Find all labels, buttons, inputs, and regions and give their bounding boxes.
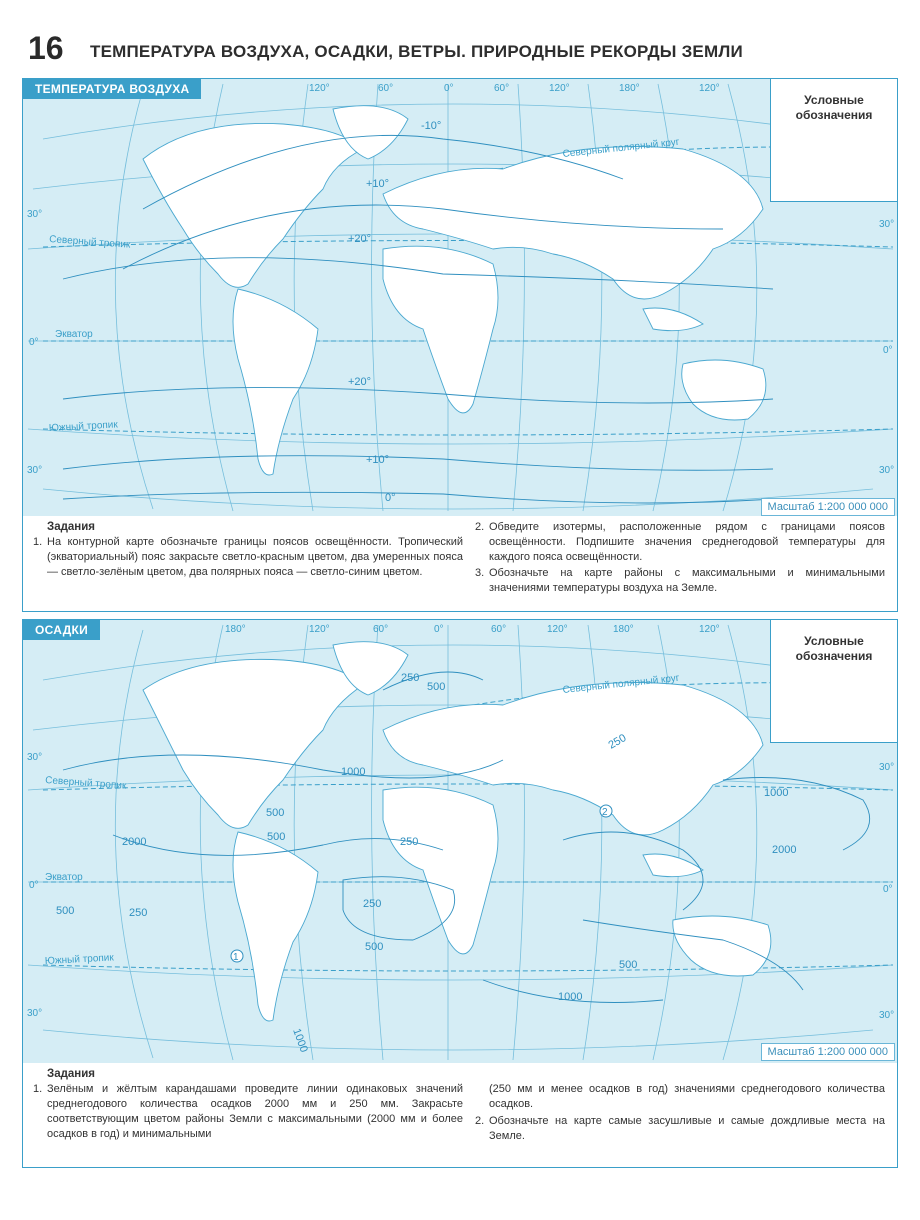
precipitation-section [22,619,898,1168]
isohyet-label: 1000 [764,787,789,799]
isotherm-label: +20° [348,233,372,245]
lon-label: 0° [444,83,454,94]
isohyet-label: 500 [267,831,286,843]
precipitation-map [23,620,897,1063]
continents [143,106,766,475]
task-item [475,1114,885,1146]
continents [143,642,771,1021]
isohyet-label: 1000 [558,991,583,1003]
lon-label: 60° [378,83,394,94]
lon-label: 60° [373,624,389,635]
task-text: (250 мм и менее осадков в год) значениями среднегодового количества осадков. [489,1083,885,1110]
lat-label-right: 30° [879,762,895,773]
page-number: 16 [28,30,64,66]
lat-label-right: 30° [879,465,895,476]
tropic-north-label: Северный тропик [44,775,127,792]
precipitation-tasks [23,1063,897,1167]
isohyet-label: 250 [363,898,382,910]
isohyet-label: 500 [619,959,638,971]
isohyet-label: 1000 [290,1026,310,1055]
task-text: Обозначьте на карте самые засушливые и самые дождливые места на Земле. [489,1115,885,1142]
isohyet-label: 2000 [772,844,797,856]
isohyet-label: 2000 [122,836,147,848]
temperature-legend-box [770,79,897,202]
arctic-circle-label: Северный полярный круг [562,136,680,160]
task-item [33,1082,463,1162]
lat-label-right: 0° [883,345,893,356]
precipitation-map-scale: Масштаб 1:200 000 000 [761,1043,895,1061]
task-item [475,566,885,600]
isotherm-label: 0° [385,492,396,504]
equator-label: Экватор [45,872,83,883]
temperature-tasks [23,516,897,611]
isohyet-label: 250 [400,836,419,848]
task-text: Обведите изотермы, расположенные рядом с границами поясов освещённости. Подпишите значения среднегодовой температуры для каждого пояса освещённости. [489,521,885,563]
lat-label-left: 0° [29,880,39,891]
isotherm-label: +10° [366,454,390,466]
temperature-map [23,79,897,516]
isohyet-label: 250 [606,732,629,752]
temperature-section-label: ТЕМПЕРАТУРА ВОЗДУХА [23,79,201,99]
arctic-circle-label: Северный полярный круг [562,672,680,696]
lon-label: 120° [699,624,720,635]
task-item [33,535,463,605]
task-item [475,1082,885,1114]
lon-label: 120° [547,624,568,635]
isohyet-label: 250 [129,907,148,919]
lat-label-right: 30° [879,219,895,230]
lon-label: 180° [619,83,640,94]
temperature-map-scale: Масштаб 1:200 000 000 [761,498,895,516]
lon-label: 120° [309,624,330,635]
lon-label: 120° [309,83,330,94]
lon-label: 60° [494,83,510,94]
longitude-labels [225,624,720,635]
task-number: 1. [33,536,43,548]
lat-label-left: 30° [27,752,43,763]
isohyet-label: 500 [365,941,384,953]
isohyet-label: 250 [401,672,420,684]
task-item [475,520,885,568]
precipitation-section-label: ОСАДКИ [23,620,100,640]
precipitation-map-graphic [23,620,897,1063]
lat-label-left: 30° [27,209,43,220]
isotherm-label: +10° [366,178,390,190]
task-text: Обозначьте на карте районы с максимальными и минимальными значениями температуры воздуха на Земле. [489,567,885,594]
lon-label: 180° [225,624,246,635]
isotherm-label: +20° [348,376,372,388]
page-header [28,30,888,70]
task-number: 1. [33,1083,43,1095]
legend-title: Условные обозначения [795,93,873,122]
lon-label: 120° [549,83,570,94]
tasks-heading: Задания [47,521,96,533]
tropic-north-label: Северный тропик [48,234,131,251]
temperature-map-graphic [23,79,897,516]
task-text: Зелёным и жёлтым карандашами проведите линии одинаковых значений среднегодового количества осадков 2000 мм и 250 мм. Закрасьте соответствующим цветом районы Земли с максимальными (2000 мм и более осадков в год) и минимальными [47,1083,463,1140]
isohyet-label: 500 [427,681,446,693]
page-title: ТЕМПЕРАТУРА ВОЗДУХА, ОСАДКИ, ВЕТРЫ. ПРИРОДНЫЕ РЕКОРДЫ ЗЕМЛИ [90,42,743,61]
lon-label: 120° [699,83,720,94]
lat-label-left: 30° [27,1008,43,1019]
equator-label: Экватор [55,329,93,340]
lon-label: 0° [434,624,444,635]
lon-label: 180° [613,624,634,635]
task-number: 2. [475,521,485,533]
task-number: 3. [475,567,485,579]
legend-title: Условные обозначения [795,634,873,663]
isotherm-label: -10° [421,120,442,132]
isohyet-label: 500 [266,807,285,819]
tropic-south-label: Южный тропик [44,952,115,967]
task-number: 2. [475,1115,485,1127]
task-text: На контурной карте обозначьте границы поясов освещённости. Тропический (экваториальный) пояс закрасьте светло-красным цветом, два умеренных пояса — светло-зелёным цветом, два полярных пояса — светло-синим цветом. [47,536,463,578]
isohyet-label: 500 [56,905,75,917]
tasks-heading: Задания [47,1068,96,1080]
lat-label-left: 0° [29,337,39,348]
temperature-section [22,78,898,612]
tropic-south-label: Южный тропик [48,419,119,434]
isohyet-label: 1000 [341,766,366,778]
lat-label-left: 30° [27,465,43,476]
lat-label-right: 0° [883,884,893,895]
lon-label: 60° [491,624,507,635]
precipitation-legend-box [770,620,897,743]
marker-1-label: 1 [233,952,239,963]
marker-2-label: 2 [602,807,608,818]
lat-label-right: 30° [879,1010,895,1021]
